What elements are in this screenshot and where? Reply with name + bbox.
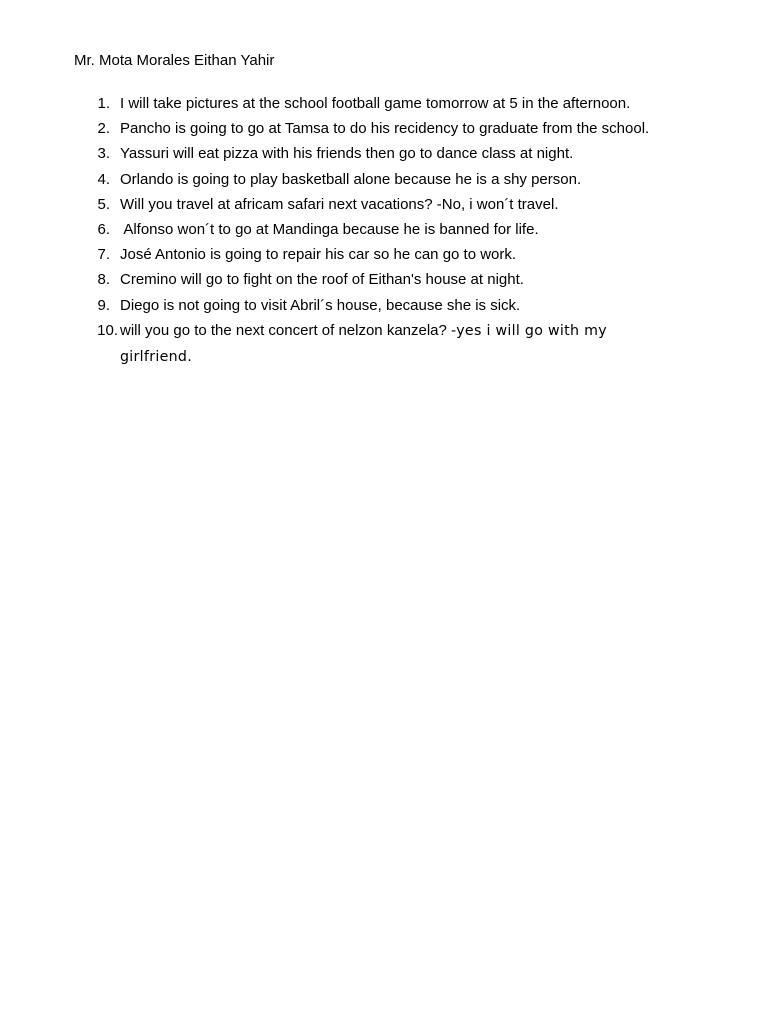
- list-item-number: 9.: [97, 296, 110, 314]
- list-item-number: 10.: [97, 321, 118, 339]
- list-item-text: José Antonio is going to repair his car so he can go to work.: [120, 246, 517, 264]
- list-item-text: Diego is not going to visit Abril´s house, because she is sick.: [120, 296, 521, 314]
- list-item: [0, 144, 768, 169]
- list-item-number: 4.: [97, 170, 110, 188]
- list-item-number: 3.: [97, 145, 110, 163]
- list-item-text: Orlando is going to play basketball alone because he is a shy person.: [120, 170, 582, 188]
- list-item-number: 2.: [97, 120, 110, 138]
- list-item-text: Alfonso won´t to go at Mandinga because he is banned for life.: [120, 220, 539, 238]
- list-item-text: Cremino will go to fight on the roof of Eithan's house at night.: [120, 271, 524, 289]
- list-item-text-answer: -yes i will go with my girlfriend.: [120, 322, 607, 365]
- list-item: [0, 321, 768, 373]
- list-item-text: [120, 318, 680, 370]
- list-item-number: 8.: [97, 271, 110, 289]
- list-item: [0, 94, 768, 119]
- list-item-text: I will take pictures at the school football game tomorrow at 5 in the afternoon.: [120, 95, 631, 112]
- list-item-number: 1.: [97, 95, 110, 112]
- list-item-number: 6.: [97, 220, 110, 238]
- document-heading: Mr. Mota Morales Eithan Yahir: [74, 52, 275, 69]
- list-item-text: Will you travel at africam safari next vacations? -No, i won´t travel.: [120, 195, 559, 213]
- list-item-text: Pancho is going to go at Tamsa to do his recidency to graduate from the school.: [120, 120, 650, 138]
- sentence-list: [0, 94, 768, 373]
- list-item: [0, 245, 768, 270]
- list-item-number: 7.: [97, 246, 110, 264]
- list-item-text: Yassuri will eat pizza with his friends then go to dance class at night.: [120, 145, 574, 163]
- list-item: [0, 119, 768, 144]
- list-item: [0, 170, 768, 195]
- list-item: [0, 195, 768, 220]
- list-item-text-question: will you go to the next concert of nelzon kanzela?: [120, 321, 452, 339]
- list-item: [0, 270, 768, 295]
- list-item-number: 5.: [97, 195, 110, 213]
- list-item: [0, 220, 768, 245]
